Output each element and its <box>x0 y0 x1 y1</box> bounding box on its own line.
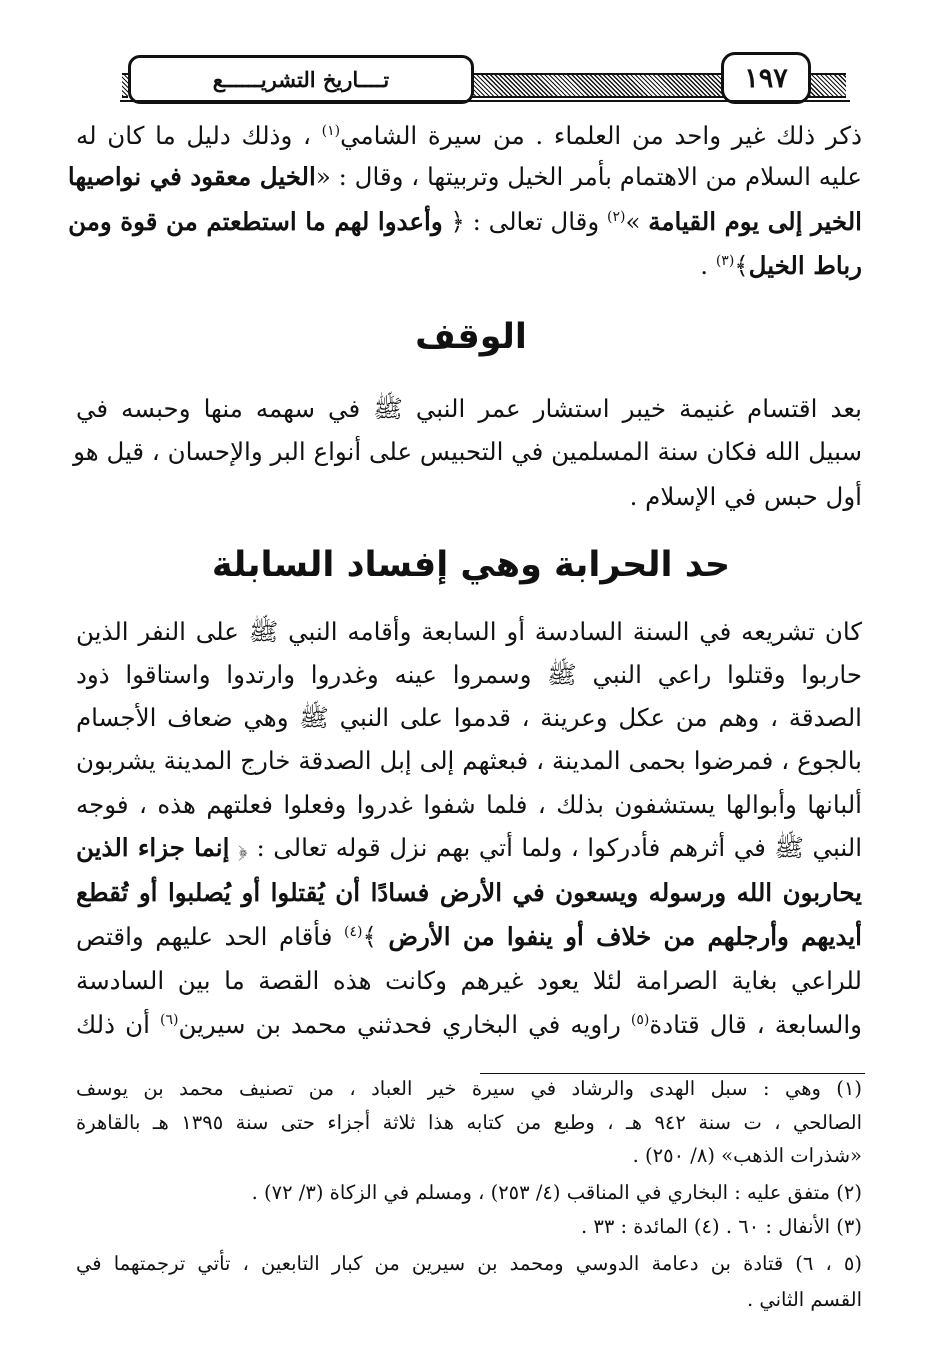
footnote-1-line-2: الصالحي ، ت سنة ٩٤٢ هـ ، وطبع من كتابه هذا ثلاثة أجزاء حتى سنة ١٣٩٥ هـ بالقاهرة <box>76 1111 862 1134</box>
hiraba-line-8: أيديهم وأرجلهم من خلاف أو ينفوا من الأرض ﴾$^{(٤)}$ فأقام الحد عليهم واقتص <box>76 922 862 951</box>
intro-line-4: رباط الخيل﴾$^{(٣)}$ . <box>700 251 862 280</box>
page-header <box>118 42 850 100</box>
hiraba-line-7: يحاربون الله ورسوله ويسعون في الأرض فسادًا أن يُقتلوا أو يُصلبوا أو تُقطع <box>76 878 862 907</box>
footnote-1-line-3: «شذرات الذهب» (٨/ ٢٥٠) . <box>632 1144 862 1167</box>
header-rule <box>120 100 850 102</box>
footnote-ref-1: (١) <box>321 122 341 139</box>
page-number: ١٩٧ <box>721 52 811 104</box>
footnote-5-6-line-2: القسم الثاني . <box>746 1288 862 1311</box>
footnote-ref-3: (٣) <box>715 252 735 269</box>
hiraba-line-6: النبي ﷺ في أثرهم فأدركوا ، ولما أتي بهم نزل قوله تعالى : ﴿ إنما جزاء الذين <box>76 833 862 862</box>
footnote-1-line-1: (١) وهي : سبل الهدى والرشاد في سيرة خير العباد ، من تصنيف محمد بن يوسف <box>76 1077 862 1100</box>
footnote-separator <box>480 1073 865 1074</box>
intro-line-2: عليه السلام من الاهتمام بأمر الخيل وتربيتها ، وقال : «الخيل معقود في نواصيها <box>67 162 862 191</box>
hiraba-line-4: بالجوع ، فمرضوا بحمى المدينة ، فبعثهم إلى إبل الصدقة خارج المدينة يشربون <box>76 746 862 775</box>
running-title: تــــاريخ التشريــــــع <box>128 55 474 104</box>
section-title-waqf: الوقف <box>415 317 527 357</box>
waqf-line-3: أول حبس في الإسلام . <box>629 482 862 511</box>
footnote-ref-6: (٦) <box>159 1011 179 1028</box>
footnote-3-4: (٣) الأنفال : ٦٠ . (٤) المائدة : ٣٣ . <box>580 1215 862 1238</box>
footnote-5-6-line-1: (٥ ، ٦) قتادة بن دعامة الدوسي ومحمد بن سيرين من كبار التابعين ، تأتي ترجمتهما في <box>76 1252 862 1275</box>
hiraba-line-5: ألبانها وأبوالها يستشفون بذلك ، فلما شفوا غدروا وفعلوا فعلتهم هذه ، فوجه <box>76 790 862 819</box>
footnote-ref-5: (٥) <box>630 1011 650 1028</box>
hiraba-line-2: حاربوا وقتلوا راعي النبي ﷺ وسمروا عينه وغدروا وارتدوا واستاقوا ذود <box>76 660 862 689</box>
intro-line-3: الخير إلى يوم القيامة »$^{(٢)}$ وقال تعالى : ﴿ وأعدوا لهم ما استطعتم من قوة ومن <box>68 207 862 236</box>
hiraba-line-9: للراعي بغاية الصرامة لئلا يعود غيرهم وكانت هذه القصة ما بين السادسة <box>76 966 862 995</box>
section-title-hiraba: حد الحرابة وهي إفساد السابلة <box>211 545 731 585</box>
hiraba-line-3: الصدقة ، وهم من عكل وعرينة ، قدموا على النبي ﷺ وهي ضعاف الأجسام <box>76 703 862 732</box>
hiraba-line-10: والسابعة ، قال قتادة$^{(٥)}$ راويه في البخاري فحدثني محمد بن سيرين$^{(٦)}$ أن ذلك <box>76 1010 862 1039</box>
footnote-ref-4: (٤) <box>344 923 363 940</box>
footnote-2: (٢) متفق عليه : البخاري في المناقب (٤/ ٢٥٣) ، ومسلم في الزكاة (٣/ ٧٢) . <box>251 1181 862 1204</box>
waqf-line-1: بعد اقتسام غنيمة خيبر استشار عمر النبي ﷺ في سهمه منها وحبسه في <box>76 394 862 423</box>
waqf-line-2: سبيل الله فكان سنة المسلمين في التحبيس على أنواع البر والإحسان ، قيل هو <box>73 437 862 466</box>
intro-line-1: ذكر ذلك غير واحد من العلماء . من سيرة الشامي$^{(١)}$ ، وذلك دليل ما كان له <box>76 121 863 150</box>
footnote-ref-2: (٢) <box>607 208 626 225</box>
hiraba-line-1: كان تشريعه في السنة السادسة أو السابعة وأقامه النبي ﷺ على النفر الذين <box>76 617 862 646</box>
